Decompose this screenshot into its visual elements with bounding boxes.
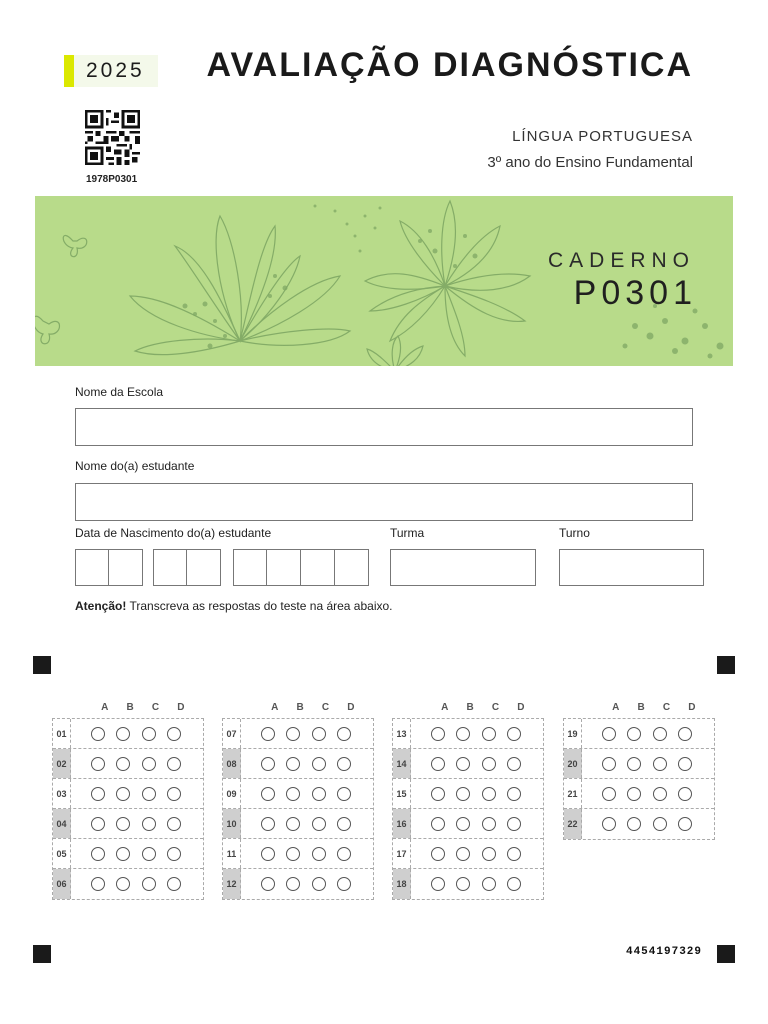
answer-bubbles	[411, 727, 533, 741]
answer-bubble[interactable]	[167, 877, 181, 891]
answer-row	[223, 809, 373, 839]
option-letter: D	[347, 702, 355, 713]
option-letter: B	[637, 702, 645, 713]
answer-bubble[interactable]	[167, 757, 181, 771]
answer-bubbles	[241, 817, 363, 831]
answer-bubble[interactable]	[431, 877, 445, 891]
answer-bubbles	[241, 877, 363, 891]
answer-bubble[interactable]	[627, 817, 641, 831]
date-digit-cell[interactable]	[109, 549, 143, 586]
alignment-marker	[33, 656, 51, 674]
answer-bubble[interactable]	[312, 817, 326, 831]
answer-grid	[392, 702, 544, 900]
answer-bubble[interactable]	[91, 757, 105, 771]
answer-bubble[interactable]	[431, 787, 445, 801]
answer-bubble[interactable]	[507, 817, 521, 831]
answer-bubble[interactable]	[116, 787, 130, 801]
date-digit-cell[interactable]	[153, 549, 187, 586]
date-digit-cell[interactable]	[267, 549, 301, 586]
answer-bubble[interactable]	[261, 757, 275, 771]
question-number: 08	[223, 749, 241, 778]
option-letter: D	[517, 702, 525, 713]
answer-row	[53, 749, 203, 779]
answer-row	[393, 869, 543, 899]
answer-bubble[interactable]	[337, 757, 351, 771]
answer-bubbles	[411, 787, 533, 801]
grade-label: 3º ano do Ensino Fundamental	[487, 154, 693, 171]
date-digit-cell[interactable]	[335, 549, 369, 586]
answer-grid	[222, 702, 374, 900]
answer-bubbles	[71, 877, 193, 891]
birth-day-field[interactable]	[75, 549, 143, 586]
option-letter: C	[321, 702, 330, 713]
answer-bubble[interactable]	[167, 817, 181, 831]
attention-bold: Atenção!	[75, 599, 127, 613]
question-number: 04	[53, 809, 71, 838]
answer-bubble[interactable]	[482, 787, 496, 801]
question-number: 11	[223, 839, 241, 868]
question-number: 07	[223, 719, 241, 748]
answer-row	[393, 779, 543, 809]
answer-row	[53, 869, 203, 899]
option-letter: A	[441, 702, 449, 713]
answer-row	[393, 719, 543, 749]
answer-bubbles	[71, 847, 193, 861]
answer-bubble[interactable]	[456, 817, 470, 831]
page-title: AVALIAÇÃO DIAGNÓSTICA	[206, 46, 693, 84]
date-digit-cell[interactable]	[233, 549, 267, 586]
answer-bubble[interactable]	[312, 847, 326, 861]
booklet-label: CADERNO	[547, 249, 695, 272]
answer-bubble[interactable]	[602, 727, 616, 741]
answer-bubble[interactable]	[653, 757, 667, 771]
question-number: 10	[223, 809, 241, 838]
answer-bubble[interactable]	[653, 787, 667, 801]
question-number: 20	[564, 749, 582, 778]
answer-bubble[interactable]	[482, 847, 496, 861]
question-number: 01	[53, 719, 71, 748]
option-letter: C	[491, 702, 500, 713]
answer-bubbles	[71, 727, 193, 741]
question-number: 17	[393, 839, 411, 868]
answer-row	[53, 839, 203, 869]
answer-bubble[interactable]	[456, 757, 470, 771]
question-number: 05	[53, 839, 71, 868]
answer-bubble[interactable]	[261, 817, 275, 831]
answer-bubble[interactable]	[116, 757, 130, 771]
answer-row	[223, 749, 373, 779]
student-name-input[interactable]	[75, 483, 693, 521]
answer-row	[393, 749, 543, 779]
answer-row	[223, 869, 373, 899]
answer-row	[564, 779, 714, 809]
answer-bubble[interactable]	[337, 817, 351, 831]
answer-grid-header	[262, 702, 364, 713]
answer-bubbles	[411, 817, 533, 831]
answer-bubble[interactable]	[91, 817, 105, 831]
answer-grid	[563, 702, 715, 840]
attention-note	[75, 599, 393, 613]
answer-bubble[interactable]	[456, 787, 470, 801]
alignment-marker	[33, 945, 51, 963]
answer-bubble[interactable]	[312, 787, 326, 801]
answer-bubble[interactable]	[482, 727, 496, 741]
answer-bubble[interactable]	[482, 817, 496, 831]
answer-bubble[interactable]	[678, 787, 692, 801]
shift-label: Turno	[559, 526, 590, 540]
option-letter: D	[177, 702, 185, 713]
student-name-label: Nome do(a) estudante	[75, 459, 195, 473]
option-letter: B	[126, 702, 134, 713]
shift-input[interactable]	[559, 549, 704, 586]
option-letter: B	[466, 702, 474, 713]
answer-bubble[interactable]	[337, 727, 351, 741]
class-input[interactable]	[390, 549, 536, 586]
answer-bubble[interactable]	[312, 877, 326, 891]
answer-bubbles	[241, 757, 363, 771]
answer-bubble[interactable]	[602, 787, 616, 801]
answer-row	[53, 809, 203, 839]
answer-bubble[interactable]	[142, 847, 156, 861]
answer-row	[223, 719, 373, 749]
answer-bubble[interactable]	[337, 877, 351, 891]
answer-bubble[interactable]	[507, 847, 521, 861]
birth-date-label: Data de Nascimento do(a) estudante	[75, 526, 272, 540]
year-accent-bar	[64, 55, 74, 87]
year-label: 2025	[86, 59, 145, 82]
answer-bubble[interactable]	[456, 877, 470, 891]
answer-bubble[interactable]	[507, 727, 521, 741]
barcode-number: 4454197329	[625, 946, 702, 958]
answer-bubble[interactable]	[507, 877, 521, 891]
answer-bubble[interactable]	[431, 757, 445, 771]
answer-bubble[interactable]	[653, 727, 667, 741]
answer-bubble[interactable]	[653, 817, 667, 831]
answer-bubble[interactable]	[167, 847, 181, 861]
school-name-input[interactable]	[75, 408, 693, 446]
answer-bubbles	[71, 817, 193, 831]
answer-bubble[interactable]	[678, 817, 692, 831]
answer-bubble[interactable]	[286, 817, 300, 831]
answer-bubble[interactable]	[431, 817, 445, 831]
date-digit-cell[interactable]	[301, 549, 335, 586]
answer-bubble[interactable]	[116, 727, 130, 741]
answer-row	[53, 719, 203, 749]
answer-bubble[interactable]	[91, 877, 105, 891]
question-number: 06	[53, 869, 71, 899]
answer-bubble[interactable]	[167, 727, 181, 741]
class-label: Turma	[390, 526, 425, 540]
answer-bubbles	[582, 727, 704, 741]
answer-bubble[interactable]	[456, 847, 470, 861]
answer-bubbles	[411, 847, 533, 861]
booklet-code: P0301	[573, 274, 697, 312]
question-number: 19	[564, 719, 582, 748]
answer-bubbles	[241, 847, 363, 861]
answer-grid-body	[222, 718, 374, 900]
answer-row	[564, 809, 714, 839]
answer-row	[393, 809, 543, 839]
answer-bubbles	[411, 877, 533, 891]
answer-bubbles	[71, 787, 193, 801]
question-number: 12	[223, 869, 241, 899]
answer-bubble[interactable]	[116, 817, 130, 831]
answer-grid-header	[603, 702, 705, 713]
option-letter: A	[271, 702, 279, 713]
answer-grid-body	[563, 718, 715, 840]
question-number: 18	[393, 869, 411, 899]
answer-bubble[interactable]	[286, 847, 300, 861]
answer-row	[564, 749, 714, 779]
answer-bubble[interactable]	[116, 877, 130, 891]
answer-bubble[interactable]	[312, 757, 326, 771]
answer-bubble[interactable]	[337, 847, 351, 861]
answer-bubbles	[582, 817, 704, 831]
question-number: 13	[393, 719, 411, 748]
question-number: 02	[53, 749, 71, 778]
answer-bubbles	[241, 727, 363, 741]
answer-grid-body	[392, 718, 544, 900]
answer-grid	[52, 702, 204, 900]
answer-bubble[interactable]	[142, 877, 156, 891]
answer-bubble[interactable]	[678, 757, 692, 771]
question-number: 15	[393, 779, 411, 808]
question-number: 22	[564, 809, 582, 839]
answer-bubble[interactable]	[678, 727, 692, 741]
answer-bubble[interactable]	[337, 787, 351, 801]
answer-row	[223, 839, 373, 869]
answer-bubble[interactable]	[431, 847, 445, 861]
option-letter: D	[688, 702, 696, 713]
answer-bubble[interactable]	[431, 727, 445, 741]
alignment-marker	[717, 656, 735, 674]
answer-bubble[interactable]	[261, 847, 275, 861]
answer-bubble[interactable]	[286, 787, 300, 801]
answer-bubble[interactable]	[507, 757, 521, 771]
answer-grid-header	[92, 702, 194, 713]
school-name-label: Nome da Escola	[75, 385, 164, 399]
question-number: 03	[53, 779, 71, 808]
option-letter: C	[151, 702, 160, 713]
qr-code-icon	[85, 110, 140, 165]
answer-bubble[interactable]	[261, 877, 275, 891]
answer-bubble[interactable]	[456, 727, 470, 741]
answer-bubble[interactable]	[142, 727, 156, 741]
answer-bubbles	[582, 787, 704, 801]
answer-bubble[interactable]	[142, 757, 156, 771]
question-number: 14	[393, 749, 411, 778]
answer-bubble[interactable]	[167, 787, 181, 801]
answer-bubble[interactable]	[286, 877, 300, 891]
answer-bubble[interactable]	[142, 817, 156, 831]
answer-bubble[interactable]	[482, 877, 496, 891]
answer-row	[53, 779, 203, 809]
answer-bubble[interactable]	[91, 787, 105, 801]
answer-grid-header	[432, 702, 534, 713]
date-digit-cell[interactable]	[75, 549, 109, 586]
birth-month-field[interactable]	[153, 549, 221, 586]
answer-bubble[interactable]	[142, 787, 156, 801]
answer-row	[223, 779, 373, 809]
answer-bubble[interactable]	[286, 727, 300, 741]
answer-row	[564, 719, 714, 749]
attention-text: Transcreva as respostas do teste na área abaixo.	[126, 599, 393, 613]
alignment-marker	[717, 945, 735, 963]
answer-bubble[interactable]	[627, 757, 641, 771]
answer-bubbles	[582, 757, 704, 771]
answer-grid-body	[52, 718, 204, 900]
subject-label: LÍNGUA PORTUGUESA	[512, 128, 693, 145]
answer-bubble[interactable]	[261, 727, 275, 741]
answer-bubble[interactable]	[627, 787, 641, 801]
option-letter: A	[101, 702, 109, 713]
answer-bubble[interactable]	[312, 727, 326, 741]
option-letter: C	[662, 702, 671, 713]
question-number: 09	[223, 779, 241, 808]
answer-bubble[interactable]	[261, 787, 275, 801]
answer-bubbles	[71, 757, 193, 771]
answer-bubble[interactable]	[507, 787, 521, 801]
answer-bubble[interactable]	[286, 757, 300, 771]
answer-row	[393, 839, 543, 869]
answer-bubbles	[241, 787, 363, 801]
question-number: 16	[393, 809, 411, 838]
date-digit-cell[interactable]	[187, 549, 221, 586]
answer-bubble[interactable]	[602, 817, 616, 831]
answer-bubble[interactable]	[116, 847, 130, 861]
option-letter: B	[296, 702, 304, 713]
answer-bubble[interactable]	[91, 847, 105, 861]
question-number: 21	[564, 779, 582, 808]
answer-bubbles	[411, 757, 533, 771]
option-letter: A	[612, 702, 620, 713]
answer-bubble[interactable]	[91, 727, 105, 741]
answer-bubble[interactable]	[627, 727, 641, 741]
qr-code-label: 1978P0301	[86, 174, 138, 185]
birth-year-field[interactable]	[233, 549, 369, 586]
answer-bubble[interactable]	[602, 757, 616, 771]
answer-bubble[interactable]	[482, 757, 496, 771]
